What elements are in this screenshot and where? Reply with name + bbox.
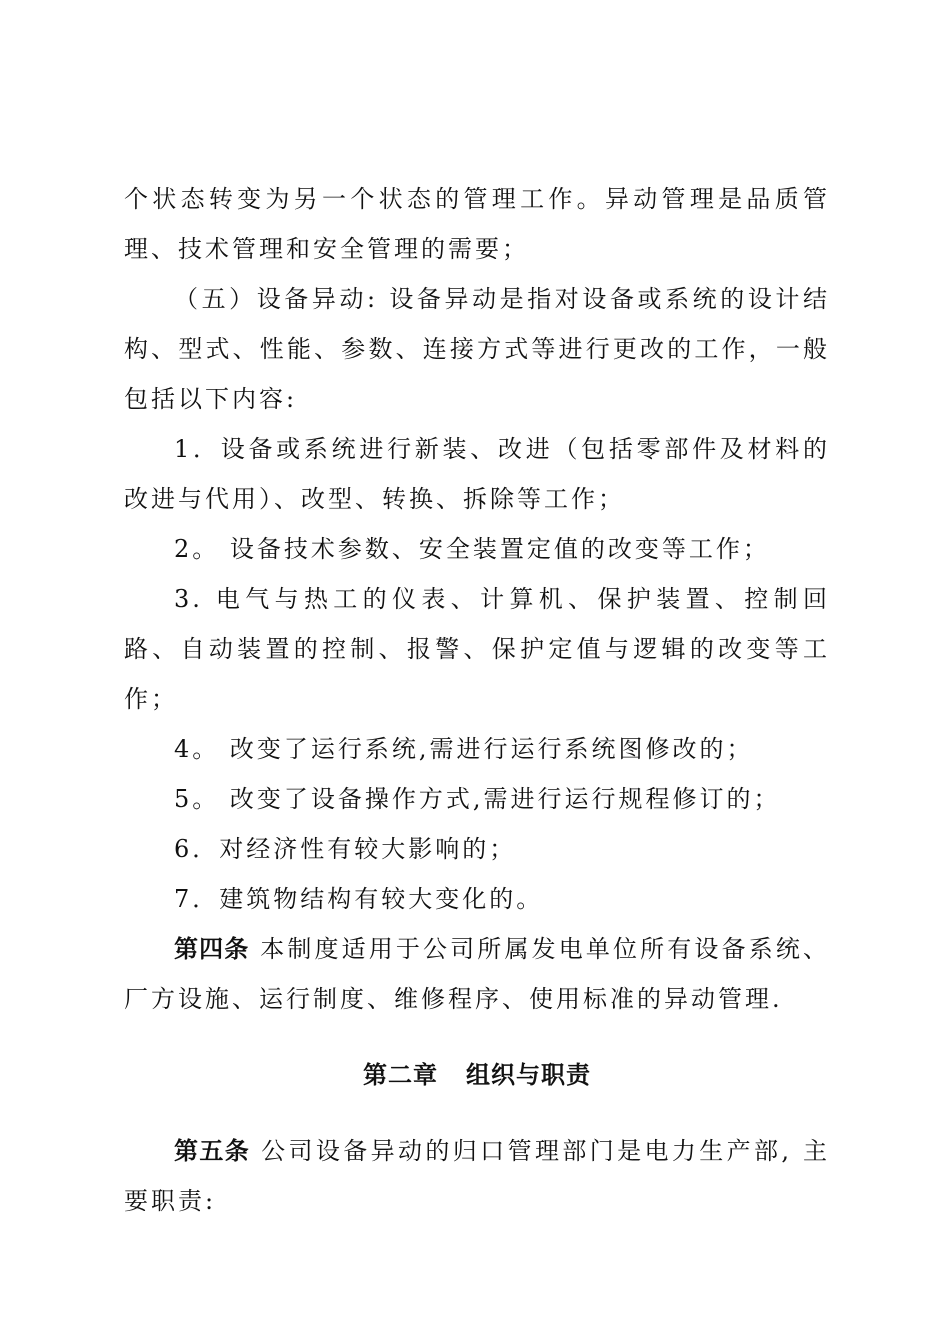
list-item-4: 4。 改变了运行系统,需进行运行系统图修改的； — [174, 735, 754, 763]
article-4-text: 本制度适用于公司所属发电单位所有设备系统、厂方设施、运行制度、维修程序、使用标准的异动管理. — [124, 935, 830, 1013]
list-item-2: 2。 设备技术参数、安全装置定值的改变等工作； — [174, 535, 770, 563]
chapter-number: 第二章 — [363, 1061, 438, 1089]
article-5-text: 公司设备异动的归口管理部门是电力生产部, 主要职责: — [124, 1137, 830, 1215]
list-item-7: 7．建筑物结构有较大变化的。 — [174, 885, 544, 913]
list-item-5: 5。 改变了设备操作方式,需进行运行规程修订的； — [174, 785, 781, 813]
chapter-heading — [124, 1050, 830, 1100]
document-body — [124, 174, 830, 1226]
list-item-1: 1．设备或系统进行新装、改进（包括零部件及材料的改进与代用）、改型、转换、拆除等工作； — [124, 435, 830, 513]
chapter-title: 组织与职责 — [466, 1061, 591, 1089]
article-5 — [124, 1126, 830, 1226]
article-4-label: 第四条 — [174, 935, 250, 963]
list-item-6: 6．对经济性有较大影响的； — [174, 835, 517, 863]
list-item-3: 3. 电气与热工的仪表、计算机、保护装置、控制回路、自动装置的控制、报警、保护定值与逻辑的改变等工作； — [124, 585, 830, 713]
article-4 — [124, 924, 830, 1024]
paragraph-continuation: 个状态转变为另一个状态的管理工作。异动管理是品质管理、技术管理和安全管理的需要； — [124, 185, 830, 263]
paragraph-equipment-change-definition: （五）设备异动: 设备异动是指对设备或系统的设计结构、型式、性能、参数、连接方式等进行更改的工作，一般包括以下内容: — [124, 285, 830, 413]
article-5-label: 第五条 — [174, 1137, 251, 1165]
